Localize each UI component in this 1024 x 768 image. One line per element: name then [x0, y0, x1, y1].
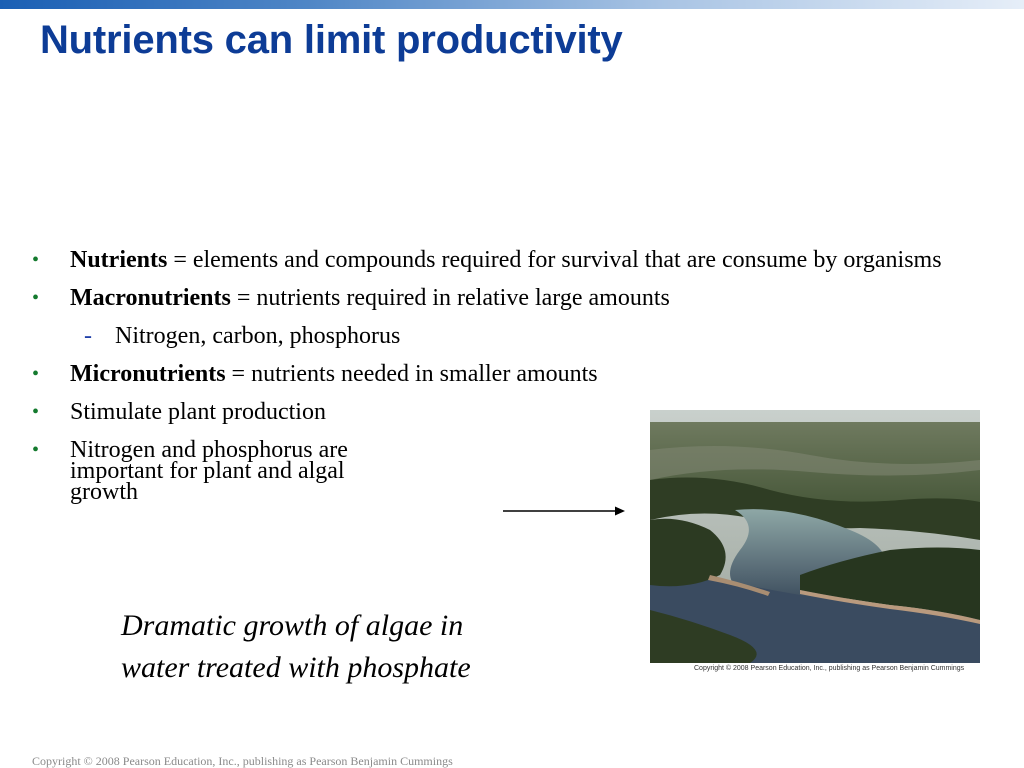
header-gradient-bar [0, 0, 1024, 9]
term-macronutrients: Macronutrients [70, 285, 231, 311]
footer-copyright: Copyright © 2008 Pearson Education, Inc., publishing as Pearson Benjamin Cummings [32, 754, 453, 768]
lake-aerial-photo [650, 410, 980, 663]
sub-bullet-marker: - [84, 323, 92, 349]
sub-bullet-text: Nitrogen, carbon, phosphorus [115, 323, 401, 349]
bullet-stimulate-text: Stimulate plant production [70, 399, 326, 425]
bullet-marker: • [32, 363, 40, 385]
photo-credit: Copyright © 2008 Pearson Education, Inc., publishing as Pearson Benjamin Cummings [694, 665, 965, 672]
definition-macronutrients: = nutrients required in relative large amounts [230, 285, 670, 311]
bullet-marker: • [32, 249, 40, 271]
bullet-macronutrients [32, 285, 992, 311]
caption-line-2: water treated with phosphate [121, 651, 471, 684]
figure-caption [121, 605, 541, 689]
bullet-nutrients [32, 247, 992, 273]
bullet-nitrogen-phosphorus [32, 437, 352, 505]
bullet-marker: • [32, 401, 40, 423]
bullet-micronutrients [32, 361, 992, 387]
term-micronutrients: Micronutrients [70, 361, 226, 387]
bullet-marker: • [32, 439, 40, 461]
bullet-marker: • [32, 287, 40, 309]
caption-line-1: Dramatic growth of algae in [121, 609, 464, 642]
slide-title: Nutrients can limit productivity [40, 18, 623, 62]
term-nutrients: Nutrients [70, 247, 168, 273]
definition-micronutrients: = nutrients needed in smaller amounts [225, 361, 598, 387]
arrow-icon [503, 505, 625, 517]
definition-nutrients: = elements and compounds required for survival that are consume by organisms [167, 247, 942, 273]
sub-bullet-examples [32, 323, 992, 349]
bullet-nitrogen-text: Nitrogen and phosphorus are important for plant and algal growth [70, 437, 348, 505]
